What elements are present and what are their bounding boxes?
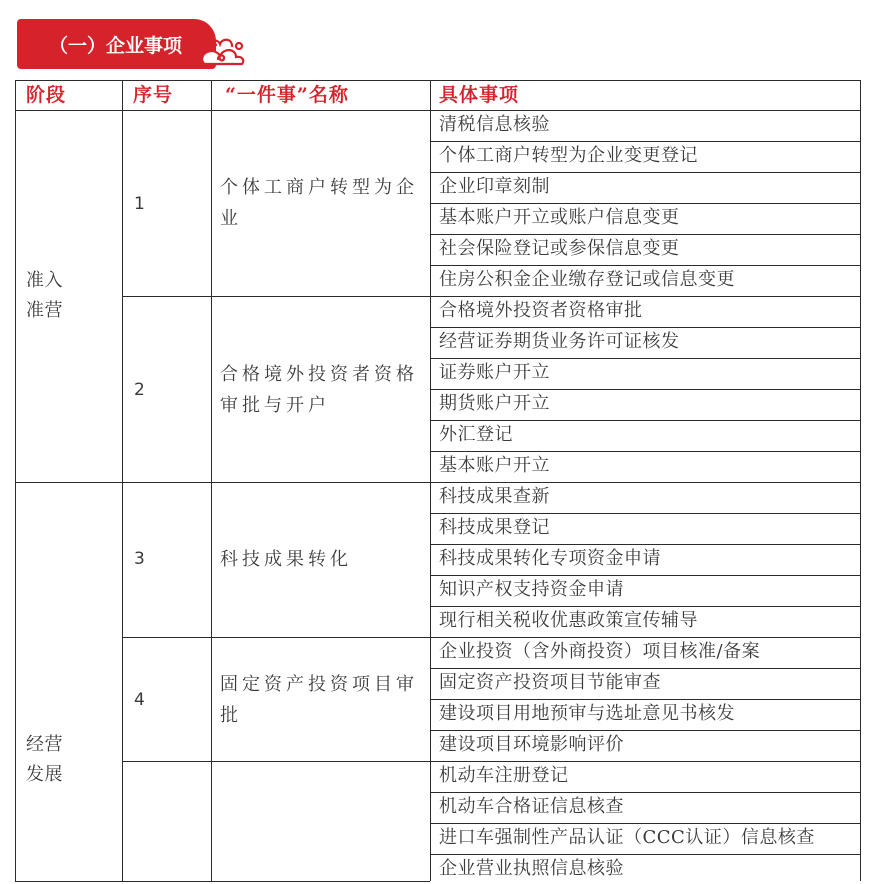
item-text: 建设项目环境影响评价 [439,734,624,755]
item-text: 企业营业执照信息核验 [439,858,624,879]
item-text: 清税信息核验 [439,114,550,135]
grid-line [122,296,430,297]
item-text: 科技成果登记 [439,517,550,538]
item-text: 科技成果转化专项资金申请 [439,548,661,569]
header-seq: 序号 [133,84,174,106]
grid-line [15,881,122,882]
section-title-banner [17,19,216,69]
item-text: 建设项目用地预审与选址意见书核发 [439,703,735,724]
grid-line [122,761,430,762]
grid-line [122,637,430,638]
item-text: 个体工商户转型为企业变更登记 [439,145,698,166]
header-stage: 阶段 [26,84,67,106]
item-text: 进口车强制性产品认证（CCC认证）信息核查 [439,827,815,848]
group-name: 科技成果转化 [220,549,352,570]
grid-line [15,80,16,881]
group-name: 个体工商户转型为企业 [220,177,418,229]
item-text: 基本账户开立 [439,455,550,476]
item-text: 期货账户开立 [439,393,550,414]
grid-line [15,482,122,483]
group-seq: 2 [134,380,146,400]
grid-line [15,110,861,111]
header-name: “一件事”名称 [225,84,349,106]
enterprise-matters-table [15,80,861,881]
item-text: 证券账户开立 [439,362,550,383]
item-text: 机动车合格证信息核查 [439,796,624,817]
item-text: 企业投资（含外商投资）项目核准/备案 [439,641,761,662]
item-text: 基本账户开立或账户信息变更 [439,207,680,228]
item-text: 经营证券期货业务许可证核发 [439,331,680,352]
header-items: 具体事项 [439,84,520,106]
item-text: 固定资产投资项目节能审查 [439,672,661,693]
item-text: 合格境外投资者资格审批 [439,300,643,321]
item-text: 外汇登记 [439,424,513,445]
group-name: 合格境外投资者资格审批与开户 [220,364,418,416]
item-text: 现行相关税收优惠政策宣传辅导 [439,610,698,631]
item-text: 企业印章刻制 [439,176,550,197]
section-title: （一）企业事项 [49,34,183,57]
item-text: 科技成果查新 [439,486,550,507]
group-seq: 3 [134,549,146,569]
cloud-ornament-icon [196,26,248,70]
stage-label: 准入 准营 [26,270,63,321]
group-name: 固定资产投资项目审批 [220,674,418,726]
item-text: 知识产权支持资金申请 [439,579,624,600]
grid-line [122,482,430,483]
item-text: 住房公积金企业缴存登记或信息变更 [439,269,735,290]
grid-line [122,881,430,882]
stage-label: 经营 发展 [26,734,63,785]
group-seq: 1 [134,194,146,214]
item-text: 机动车注册登记 [439,765,569,786]
item-text: 社会保险登记或参保信息变更 [439,238,680,259]
group-seq: 4 [134,690,146,710]
